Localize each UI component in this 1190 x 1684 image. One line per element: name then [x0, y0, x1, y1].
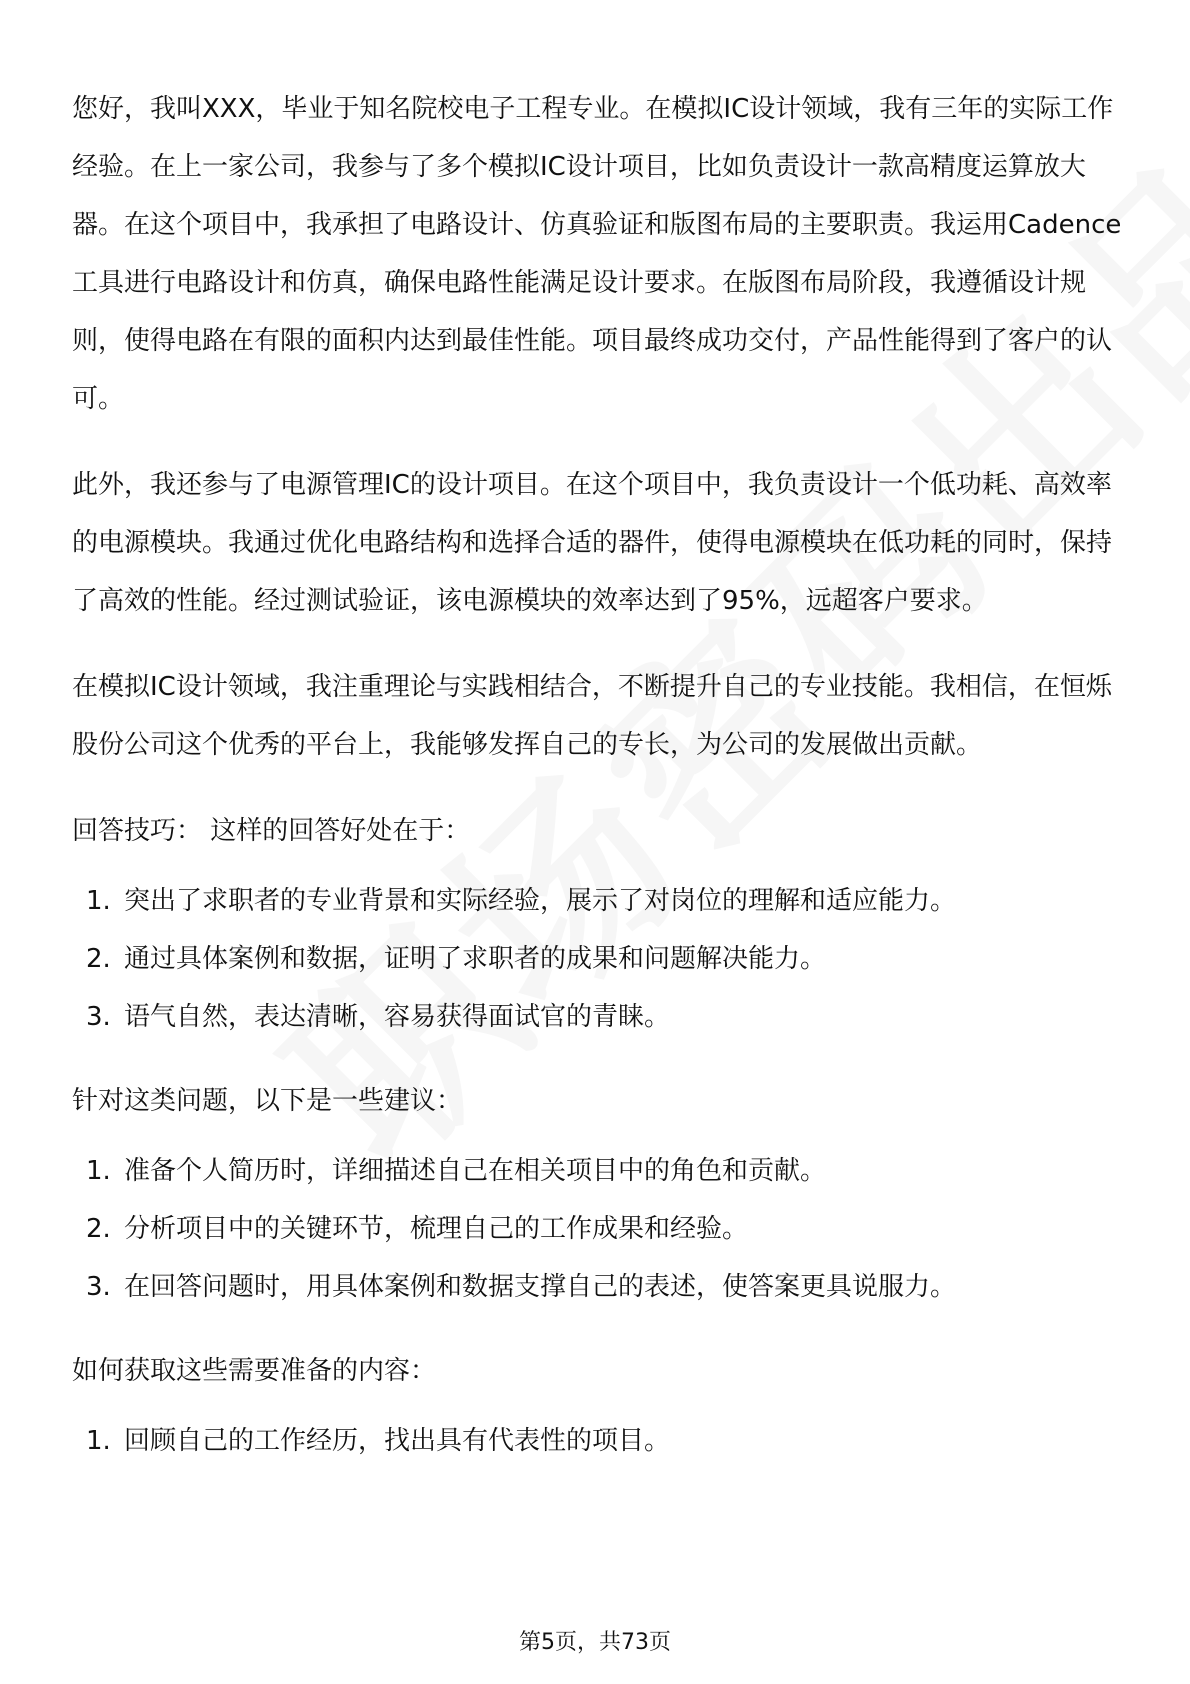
list-item: 2. 通过具体案例和数据，证明了求职者的成果和问题解决能力。 [86, 944, 827, 974]
list-item: 3. 语气自然，表达清晰，容易获得面试官的青睐。 [86, 1002, 671, 1032]
paragraph-power-ic: 此外，我还参与了电源管理IC的设计项目。在这个项目中，我负责设计一个低功耗、高效率的电源模块。我通过优化电路结构和选择合适的器件，使得电源模块在低功耗的同时，保持了高效的性能。经过测试验证，该电源模块的效率达到了95%，远超客户要求。 [72, 470, 1113, 616]
list-item: 2. 分析项目中的关键环节，梳理自己的工作成果和经验。 [86, 1214, 749, 1244]
page-number: 第5页，共73页 [519, 1630, 671, 1655]
paragraph-intro: 您好，我叫XXX，毕业于知名院校电子工程专业。在模拟IC设计领域，我有三年的实际工作经验。在上一家公司，我参与了多个模拟IC设计项目，比如负责设计一款高精度运算放大器。在这个项目中，我承担了电路设计、仿真验证和版图布局的主要职责。我运用Cadence工具进行电路设计和仿真，确保电路性能满足设计要求。在版图布局阶段，我遵循设计规则，使得电路在有限的面积内达到最佳性能。项目最终成功交付，产品性能得到了客户的认可。 [72, 94, 1122, 414]
list-item: 3. 在回答问题时，用具体案例和数据支撑自己的表述，使答案更具说服力。 [86, 1272, 957, 1302]
prepare-heading: 如何获取这些需要准备的内容： [72, 1356, 437, 1386]
list-item: 1. 准备个人简历时，详细描述自己在相关项目中的角色和贡献。 [86, 1156, 827, 1186]
prepare-list [72, 1412, 1122, 1470]
tips-heading: 回答技巧： 这样的回答好处在于： [72, 816, 471, 846]
list-item: 1. 突出了求职者的专业背景和实际经验，展示了对岗位的理解和适应能力。 [86, 886, 957, 916]
advice-heading: 针对这类问题，以下是一些建议： [72, 1086, 463, 1116]
paragraph-conclusion: 在模拟IC设计领域，我注重理论与实践相结合，不断提升自己的专业技能。我相信，在恒烁股份公司这个优秀的平台上，我能够发挥自己的专长，为公司的发展做出贡献。 [72, 672, 1112, 760]
document-body [72, 80, 1122, 1496]
advice-list [72, 1142, 1122, 1316]
list-item: 1. 回顾自己的工作经历，找出具有代表性的项目。 [86, 1426, 671, 1456]
tips-list [72, 872, 1122, 1046]
